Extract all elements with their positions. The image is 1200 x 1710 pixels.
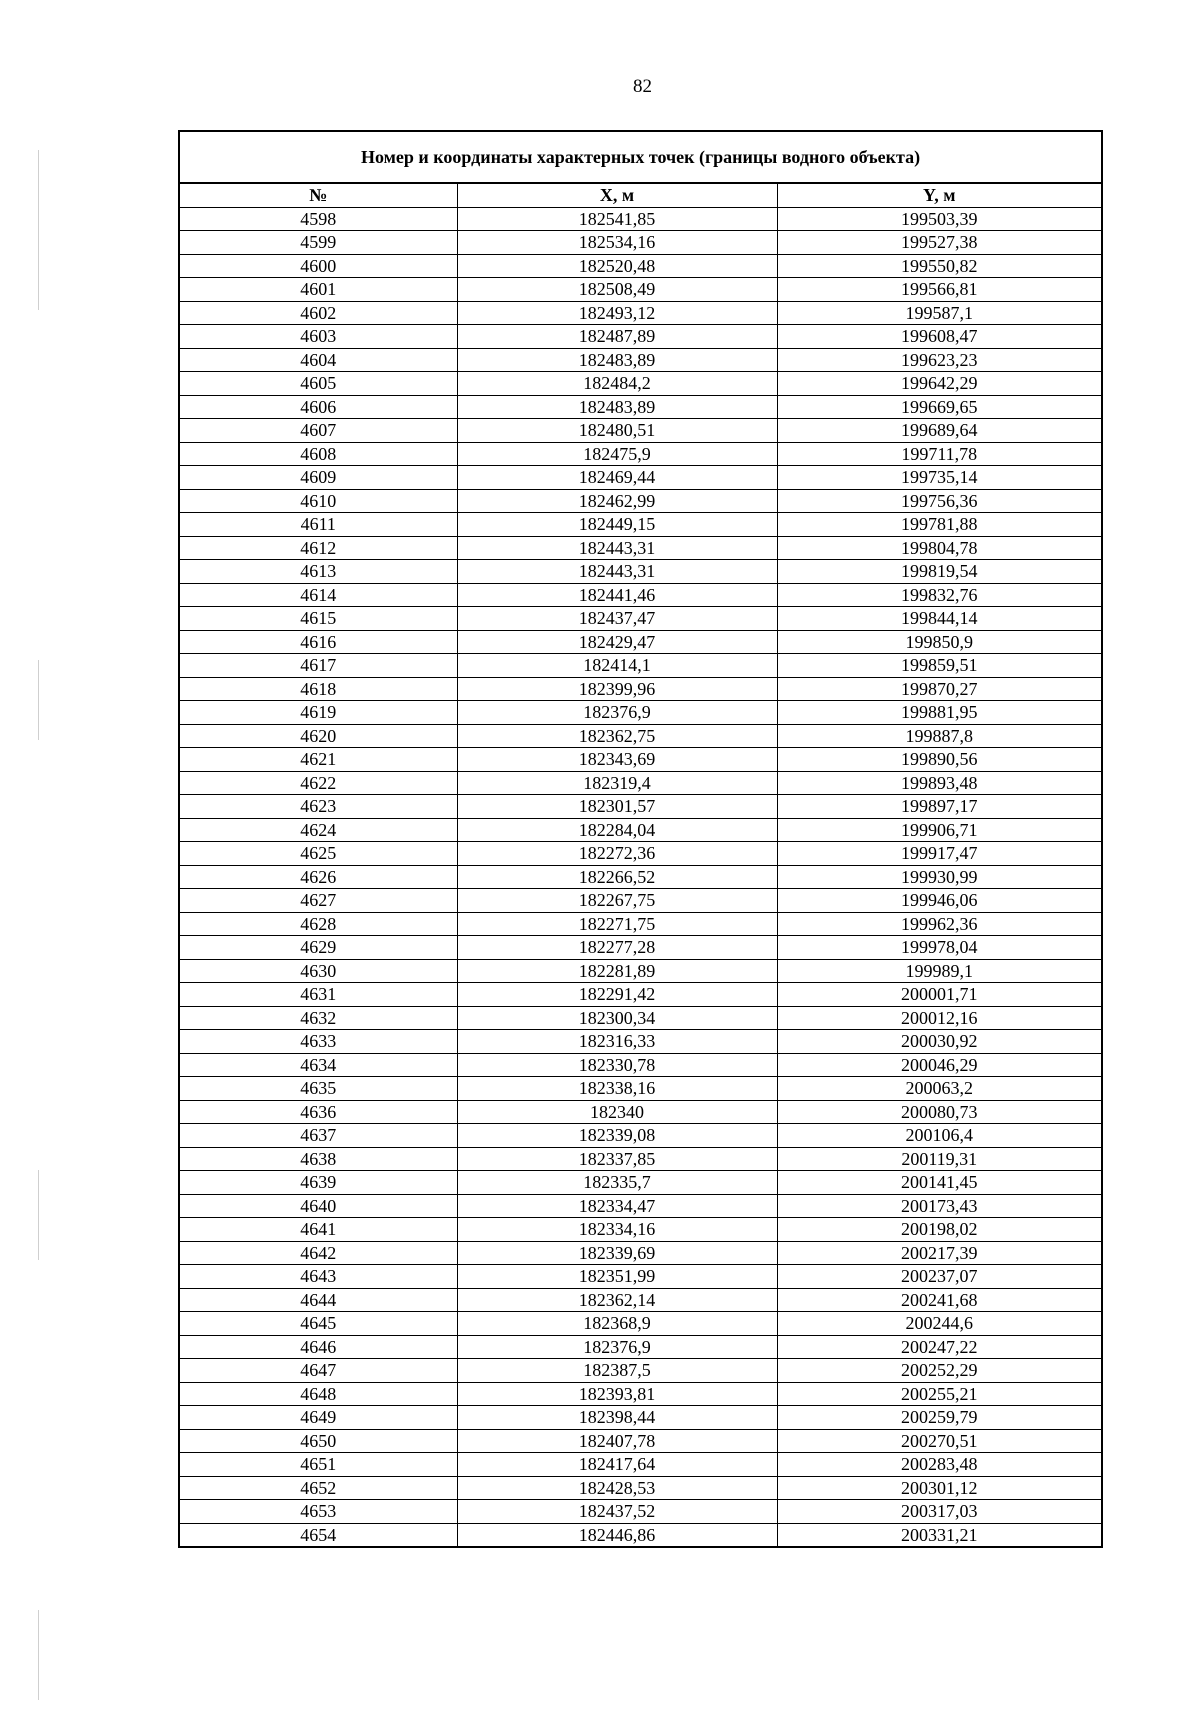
y-coordinate-cell: 200270,51 — [777, 1429, 1102, 1453]
table-row — [179, 677, 1102, 701]
point-number-cell: 4630 — [179, 959, 457, 983]
x-coordinate-cell: 182284,04 — [457, 818, 777, 842]
x-coordinate-cell: 182446,86 — [457, 1523, 777, 1547]
x-coordinate-cell: 182443,31 — [457, 536, 777, 560]
y-coordinate-cell: 199930,99 — [777, 865, 1102, 889]
x-coordinate-cell: 182291,42 — [457, 983, 777, 1007]
x-coordinate-cell: 182437,47 — [457, 607, 777, 631]
x-coordinate-cell: 182337,85 — [457, 1147, 777, 1171]
point-number-cell: 4599 — [179, 231, 457, 255]
point-number-cell: 4625 — [179, 842, 457, 866]
point-number-cell: 4618 — [179, 677, 457, 701]
table-row — [179, 1147, 1102, 1171]
scan-edge-mark — [38, 150, 39, 310]
x-coordinate-cell: 182541,85 — [457, 207, 777, 231]
point-number-cell: 4604 — [179, 348, 457, 372]
column-header-number: № — [179, 183, 457, 207]
y-coordinate-cell: 200080,73 — [777, 1100, 1102, 1124]
y-coordinate-cell: 200247,22 — [777, 1335, 1102, 1359]
x-coordinate-cell: 182443,31 — [457, 560, 777, 584]
table-row — [179, 654, 1102, 678]
point-number-cell: 4617 — [179, 654, 457, 678]
table-row — [179, 536, 1102, 560]
point-number-cell: 4654 — [179, 1523, 457, 1547]
y-coordinate-cell: 199844,14 — [777, 607, 1102, 631]
table-row — [179, 583, 1102, 607]
x-coordinate-cell: 182343,69 — [457, 748, 777, 772]
y-coordinate-cell: 199804,78 — [777, 536, 1102, 560]
x-coordinate-cell: 182267,75 — [457, 889, 777, 913]
table-row — [179, 395, 1102, 419]
x-coordinate-cell: 182484,2 — [457, 372, 777, 396]
x-coordinate-cell: 182508,49 — [457, 278, 777, 302]
x-coordinate-cell: 182429,47 — [457, 630, 777, 654]
point-number-cell: 4620 — [179, 724, 457, 748]
point-number-cell: 4616 — [179, 630, 457, 654]
y-coordinate-cell: 199819,54 — [777, 560, 1102, 584]
y-coordinate-cell: 199527,38 — [777, 231, 1102, 255]
x-coordinate-cell: 182441,46 — [457, 583, 777, 607]
header-row — [179, 183, 1102, 207]
x-coordinate-cell: 182300,34 — [457, 1006, 777, 1030]
point-number-cell: 4640 — [179, 1194, 457, 1218]
point-number-cell: 4603 — [179, 325, 457, 349]
y-coordinate-cell: 199550,82 — [777, 254, 1102, 278]
point-number-cell: 4614 — [179, 583, 457, 607]
scan-edge-mark — [38, 1170, 39, 1260]
y-coordinate-cell: 199870,27 — [777, 677, 1102, 701]
point-number-cell: 4610 — [179, 489, 457, 513]
y-coordinate-cell: 199566,81 — [777, 278, 1102, 302]
y-coordinate-cell: 200063,2 — [777, 1077, 1102, 1101]
table-row — [179, 489, 1102, 513]
y-coordinate-cell: 199756,36 — [777, 489, 1102, 513]
x-coordinate-cell: 182399,96 — [457, 677, 777, 701]
table-row — [179, 1171, 1102, 1195]
point-number-cell: 4648 — [179, 1382, 457, 1406]
y-coordinate-cell: 199642,29 — [777, 372, 1102, 396]
point-number-cell: 4647 — [179, 1359, 457, 1383]
point-number-cell: 4606 — [179, 395, 457, 419]
point-number-cell: 4651 — [179, 1453, 457, 1477]
x-coordinate-cell: 182340 — [457, 1100, 777, 1124]
point-number-cell: 4652 — [179, 1476, 457, 1500]
y-coordinate-cell: 200106,4 — [777, 1124, 1102, 1148]
x-coordinate-cell: 182376,9 — [457, 701, 777, 725]
point-number-cell: 4649 — [179, 1406, 457, 1430]
x-coordinate-cell: 182334,16 — [457, 1218, 777, 1242]
table-row — [179, 1218, 1102, 1242]
table-row — [179, 842, 1102, 866]
table-row — [179, 560, 1102, 584]
x-coordinate-cell: 182449,15 — [457, 513, 777, 537]
point-number-cell: 4644 — [179, 1288, 457, 1312]
y-coordinate-cell: 199887,8 — [777, 724, 1102, 748]
point-number-cell: 4600 — [179, 254, 457, 278]
table-body — [179, 207, 1102, 1547]
table-row — [179, 325, 1102, 349]
point-number-cell: 4636 — [179, 1100, 457, 1124]
y-coordinate-cell: 199897,17 — [777, 795, 1102, 819]
y-coordinate-cell: 199689,64 — [777, 419, 1102, 443]
table-row — [179, 1359, 1102, 1383]
table-row — [179, 419, 1102, 443]
y-coordinate-cell: 199962,36 — [777, 912, 1102, 936]
y-coordinate-cell: 200141,45 — [777, 1171, 1102, 1195]
point-number-cell: 4633 — [179, 1030, 457, 1054]
x-coordinate-cell: 182368,9 — [457, 1312, 777, 1336]
x-coordinate-cell: 182483,89 — [457, 348, 777, 372]
y-coordinate-cell: 199978,04 — [777, 936, 1102, 960]
y-coordinate-cell: 199946,06 — [777, 889, 1102, 913]
scan-edge-mark — [38, 1610, 39, 1700]
page-number: 82 — [633, 76, 652, 97]
point-number-cell: 4635 — [179, 1077, 457, 1101]
point-number-cell: 4611 — [179, 513, 457, 537]
table-row — [179, 254, 1102, 278]
y-coordinate-cell: 199906,71 — [777, 818, 1102, 842]
y-coordinate-cell: 200301,12 — [777, 1476, 1102, 1500]
x-coordinate-cell: 182462,99 — [457, 489, 777, 513]
x-coordinate-cell: 182319,4 — [457, 771, 777, 795]
y-coordinate-cell: 200217,39 — [777, 1241, 1102, 1265]
x-coordinate-cell: 182483,89 — [457, 395, 777, 419]
x-coordinate-cell: 182428,53 — [457, 1476, 777, 1500]
y-coordinate-cell: 199989,1 — [777, 959, 1102, 983]
point-number-cell: 4598 — [179, 207, 457, 231]
y-coordinate-cell: 199781,88 — [777, 513, 1102, 537]
y-coordinate-cell: 200244,6 — [777, 1312, 1102, 1336]
point-number-cell: 4631 — [179, 983, 457, 1007]
coordinates-table — [178, 130, 1103, 1548]
table-row — [179, 1241, 1102, 1265]
y-coordinate-cell: 199917,47 — [777, 842, 1102, 866]
point-number-cell: 4619 — [179, 701, 457, 725]
y-coordinate-cell: 199832,76 — [777, 583, 1102, 607]
table-row — [179, 865, 1102, 889]
point-number-cell: 4601 — [179, 278, 457, 302]
table-row — [179, 1476, 1102, 1500]
point-number-cell: 4602 — [179, 301, 457, 325]
x-coordinate-cell: 182330,78 — [457, 1053, 777, 1077]
point-number-cell: 4608 — [179, 442, 457, 466]
point-number-cell: 4615 — [179, 607, 457, 631]
table-row — [179, 301, 1102, 325]
table-row — [179, 1100, 1102, 1124]
table-row — [179, 1429, 1102, 1453]
table-row — [179, 936, 1102, 960]
point-number-cell: 4612 — [179, 536, 457, 560]
point-number-cell: 4624 — [179, 818, 457, 842]
y-coordinate-cell: 199735,14 — [777, 466, 1102, 490]
point-number-cell: 4638 — [179, 1147, 457, 1171]
x-coordinate-cell: 182335,7 — [457, 1171, 777, 1195]
table-row — [179, 466, 1102, 490]
x-coordinate-cell: 182266,52 — [457, 865, 777, 889]
point-number-cell: 4646 — [179, 1335, 457, 1359]
table-row — [179, 724, 1102, 748]
x-coordinate-cell: 182351,99 — [457, 1265, 777, 1289]
x-coordinate-cell: 182271,75 — [457, 912, 777, 936]
x-coordinate-cell: 182469,44 — [457, 466, 777, 490]
column-header-x: X, м — [457, 183, 777, 207]
y-coordinate-cell: 200198,02 — [777, 1218, 1102, 1242]
point-number-cell: 4641 — [179, 1218, 457, 1242]
point-number-cell: 4613 — [179, 560, 457, 584]
point-number-cell: 4637 — [179, 1124, 457, 1148]
x-coordinate-cell: 182339,69 — [457, 1241, 777, 1265]
table-row — [179, 348, 1102, 372]
x-coordinate-cell: 182362,75 — [457, 724, 777, 748]
table-row — [179, 912, 1102, 936]
x-coordinate-cell: 182281,89 — [457, 959, 777, 983]
point-number-cell: 4653 — [179, 1500, 457, 1524]
y-coordinate-cell: 199881,95 — [777, 701, 1102, 725]
x-coordinate-cell: 182398,44 — [457, 1406, 777, 1430]
y-coordinate-cell: 200173,43 — [777, 1194, 1102, 1218]
x-coordinate-cell: 182339,08 — [457, 1124, 777, 1148]
table-row — [179, 959, 1102, 983]
y-coordinate-cell: 199850,9 — [777, 630, 1102, 654]
y-coordinate-cell: 199503,39 — [777, 207, 1102, 231]
table-row — [179, 207, 1102, 231]
table-row — [179, 442, 1102, 466]
point-number-cell: 4632 — [179, 1006, 457, 1030]
point-number-cell: 4642 — [179, 1241, 457, 1265]
table-row — [179, 1288, 1102, 1312]
table-row — [179, 1006, 1102, 1030]
table-row — [179, 231, 1102, 255]
table-row — [179, 818, 1102, 842]
column-header-y: Y, м — [777, 183, 1102, 207]
table-row — [179, 771, 1102, 795]
table-row — [179, 795, 1102, 819]
y-coordinate-cell: 199608,47 — [777, 325, 1102, 349]
x-coordinate-cell: 182393,81 — [457, 1382, 777, 1406]
y-coordinate-cell: 200012,16 — [777, 1006, 1102, 1030]
y-coordinate-cell: 200001,71 — [777, 983, 1102, 1007]
y-coordinate-cell: 200119,31 — [777, 1147, 1102, 1171]
x-coordinate-cell: 182316,33 — [457, 1030, 777, 1054]
y-coordinate-cell: 199669,65 — [777, 395, 1102, 419]
table-row — [179, 278, 1102, 302]
table-row — [179, 983, 1102, 1007]
point-number-cell: 4621 — [179, 748, 457, 772]
y-coordinate-cell: 200331,21 — [777, 1523, 1102, 1547]
y-coordinate-cell: 199859,51 — [777, 654, 1102, 678]
y-coordinate-cell: 200046,29 — [777, 1053, 1102, 1077]
point-number-cell: 4626 — [179, 865, 457, 889]
x-coordinate-cell: 182338,16 — [457, 1077, 777, 1101]
table-row — [179, 1265, 1102, 1289]
point-number-cell: 4645 — [179, 1312, 457, 1336]
table-row — [179, 1194, 1102, 1218]
point-number-cell: 4639 — [179, 1171, 457, 1195]
table-row — [179, 1335, 1102, 1359]
point-number-cell: 4609 — [179, 466, 457, 490]
point-number-cell: 4622 — [179, 771, 457, 795]
x-coordinate-cell: 182376,9 — [457, 1335, 777, 1359]
table-row — [179, 1382, 1102, 1406]
y-coordinate-cell: 200317,03 — [777, 1500, 1102, 1524]
y-coordinate-cell: 199587,1 — [777, 301, 1102, 325]
y-coordinate-cell: 200259,79 — [777, 1406, 1102, 1430]
x-coordinate-cell: 182480,51 — [457, 419, 777, 443]
table-title: Номер и координаты характерных точек (границы водного объекта) — [179, 131, 1102, 183]
table-row — [179, 1523, 1102, 1547]
point-number-cell: 4628 — [179, 912, 457, 936]
x-coordinate-cell: 182487,89 — [457, 325, 777, 349]
table-row — [179, 1077, 1102, 1101]
table-row — [179, 1124, 1102, 1148]
table-row — [179, 748, 1102, 772]
y-coordinate-cell: 200283,48 — [777, 1453, 1102, 1477]
scan-edge-mark — [38, 660, 39, 740]
x-coordinate-cell: 182362,14 — [457, 1288, 777, 1312]
point-number-cell: 4623 — [179, 795, 457, 819]
table-row — [179, 372, 1102, 396]
x-coordinate-cell: 182534,16 — [457, 231, 777, 255]
x-coordinate-cell: 182475,9 — [457, 442, 777, 466]
x-coordinate-cell: 182493,12 — [457, 301, 777, 325]
y-coordinate-cell: 200255,21 — [777, 1382, 1102, 1406]
table-row — [179, 630, 1102, 654]
x-coordinate-cell: 182520,48 — [457, 254, 777, 278]
table-row — [179, 1500, 1102, 1524]
y-coordinate-cell: 200241,68 — [777, 1288, 1102, 1312]
x-coordinate-cell: 182417,64 — [457, 1453, 777, 1477]
x-coordinate-cell: 182301,57 — [457, 795, 777, 819]
point-number-cell: 4605 — [179, 372, 457, 396]
point-number-cell: 4627 — [179, 889, 457, 913]
y-coordinate-cell: 199890,56 — [777, 748, 1102, 772]
table-row — [179, 1030, 1102, 1054]
x-coordinate-cell: 182407,78 — [457, 1429, 777, 1453]
x-coordinate-cell: 182334,47 — [457, 1194, 777, 1218]
table-row — [179, 1312, 1102, 1336]
x-coordinate-cell: 182414,1 — [457, 654, 777, 678]
y-coordinate-cell: 200237,07 — [777, 1265, 1102, 1289]
point-number-cell: 4650 — [179, 1429, 457, 1453]
point-number-cell: 4634 — [179, 1053, 457, 1077]
y-coordinate-cell: 200030,92 — [777, 1030, 1102, 1054]
table-row — [179, 701, 1102, 725]
x-coordinate-cell: 182272,36 — [457, 842, 777, 866]
y-coordinate-cell: 199893,48 — [777, 771, 1102, 795]
y-coordinate-cell: 200252,29 — [777, 1359, 1102, 1383]
table-row — [179, 1406, 1102, 1430]
y-coordinate-cell: 199623,23 — [777, 348, 1102, 372]
table-row — [179, 889, 1102, 913]
table-row — [179, 1053, 1102, 1077]
y-coordinate-cell: 199711,78 — [777, 442, 1102, 466]
point-number-cell: 4629 — [179, 936, 457, 960]
table-row — [179, 1453, 1102, 1477]
table-row — [179, 513, 1102, 537]
point-number-cell: 4643 — [179, 1265, 457, 1289]
point-number-cell: 4607 — [179, 419, 457, 443]
x-coordinate-cell: 182387,5 — [457, 1359, 777, 1383]
table-row — [179, 607, 1102, 631]
x-coordinate-cell: 182437,52 — [457, 1500, 777, 1524]
x-coordinate-cell: 182277,28 — [457, 936, 777, 960]
